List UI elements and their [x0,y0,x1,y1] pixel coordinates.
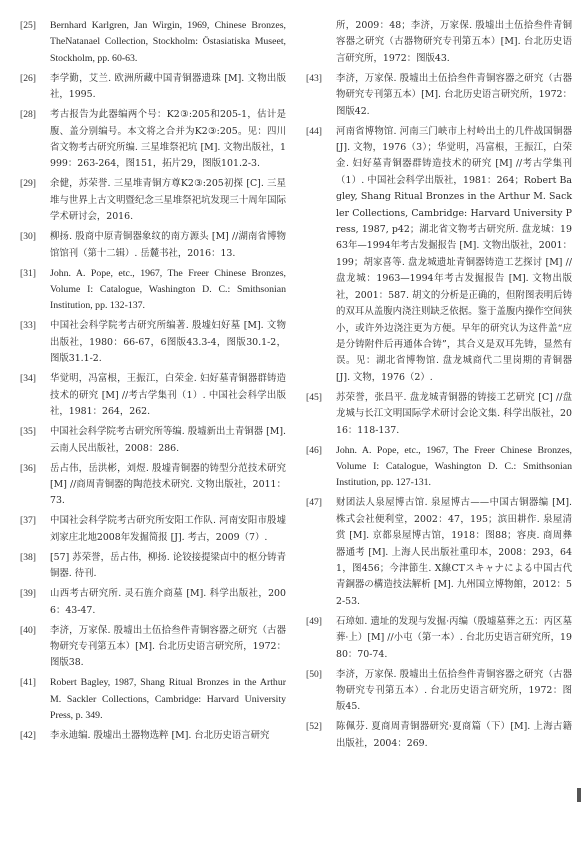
page-edge-mark [577,788,581,802]
reference-entry [306,124,572,387]
reference-entry [20,461,286,510]
reference-number: [37] [20,515,36,527]
reference-text: Robert Bagley, 1987, Shang Ritual Bronzes in the Arthur M. Sackler Collections, Cambridge: Harvard University Press, p. 349. [50,677,286,722]
reference-entry [20,176,286,225]
reference-number: [39] [20,588,36,600]
reference-text: Bernhard Karlgren, Jan Wirgin, 1969, Chinese Bronzes, TheNatanael Collection, Stockholm: Östasiatiska Museet, Stockholm, pp. 60-63. [50,20,286,64]
left-reference-column [20,18,286,748]
reference-text: 李永迪编. 殷墟出土器物选粹 [M]. 台北历史语言研究 [50,730,270,742]
reference-entry [20,728,286,744]
reference-entry [20,623,286,672]
reference-text: 柳扬. 殷商中原青铜器象纹的南方源头 [M] //湖南省博物馆馆刊（第十二辑）. 岳麓书社，2016：13. [50,231,286,259]
reference-number: [46] [306,444,322,456]
reference-entry [20,18,286,67]
right-reference-column [306,18,572,756]
reference-number: [25] [20,20,36,31]
reference-number: [31] [20,267,36,279]
reference-text: 中国社会科学院考古研究所安阳工作队. 河南安阳市殷墟刘家庄北地2008年发掘简报 [J]. 考古，2009（7）. [50,515,286,543]
reference-number: [49] [306,615,322,627]
reference-number: [52] [306,721,322,733]
reference-number: [36] [20,462,36,474]
reference-number: [33] [20,320,36,332]
reference-text: 李学勤，艾兰. 欧洲所藏中国青铜器遗珠 [M]. 文物出版社，1995. [50,72,286,101]
reference-entry [20,371,286,420]
reference-entry [20,550,286,583]
reference-text: 河南省博物馆. 河南三门峡市上村岭出土的几件战国铜器 [J]. 文物，1976（3）；华觉明，冯富根，王振江，白荣金. 妇好墓青铜器群铸造技术的研究 [M] //考古学集刊（1）. 中国社会科学出版社，1981：264；Robert Bagley, Shang Ritual Bronzes in the Arthur M. Sackler Collections, Cambridge: Harvard University Press, 1987, p42；湖北省文物考古研究所. 盘龙城：1963年—1994年考古发掘报告 [M]. 文物出版社，2001：199；胡家喜等. 盘龙城遗址青铜器铸造工艺探讨 [M] //盘龙城：1963—1994年考古发掘报告 [M]. 文物出版社，2001：587. 胡文的分析是正确的，但附图表明后铸的双耳从盖腹内浇注则缺乏依据。鉴于盖腹内操作空间狭小，或许外边浇注更为方便。早年的研究认为这件盖“应是分铸附件后再通体合铸”，其合义是双耳先铸，显然有误。见：湖北省博物馆. 盘龙城商代二里岗期的青铜器 [J]. 文物，1976（2）. [336,125,572,383]
reference-text: 石璋如. 遗址的发现与发掘·丙编（殷墟墓葬之五：丙区墓葬·上）[M] //小屯（第一本）. 台北历史语言研究所，1980：70-74. [336,615,572,660]
reference-text: 考古报告为此器编两个号：K2③:205和205-1，估计是腹、盖分别编号。本文将之合并为K2③:205。见：四川省文物考古研究所编. 三星堆祭祀坑 [M]. 文物出版社，1999：263-264，图151，拓片29，图版101.2-3. [50,109,286,170]
reference-text: 李济，万家保. 殷墟出土伍拾叁件青铜容器之研究（古器物研究专刊第五本）[M]. 台北历史语言研究所，1972：图版42. [336,72,572,117]
reference-text: 中国社会科学院考古研究所编著. 殷墟妇好墓 [M]. 文物出版社，1980：66-67，6图版43.3-4，图版30.1-2，图版31.1-2. [50,320,286,365]
reference-continuation [306,18,572,67]
reference-number: [28] [20,109,36,121]
reference-text: 中国社会科学院考古研究所等编. 殷墟新出土青铜器 [M]. 云南人民出版社，2008：286. [50,426,286,454]
reference-entry [20,586,286,619]
reference-text: 华觉明，冯富根，王振江，白荣金. 妇好墓青铜器群铸造技术的研究 [M] //考古学集刊（1）. 中国社会科学出版社，1981：264，262. [50,373,286,418]
reference-number: [34] [20,373,36,385]
reference-number: [45] [306,391,322,403]
reference-entry [20,424,286,457]
reference-entry [20,513,286,546]
reference-text: 李济，万家保. 殷墟出土伍拾叁件青铜容器之研究（古器物研究专刊第五本）. 台北历史语言研究所，1972：图版45. [336,668,572,713]
reference-entry [306,719,572,752]
reference-number: [29] [20,178,36,190]
reference-entry [20,318,286,367]
reference-entry [20,71,286,104]
reference-entry [20,675,286,724]
reference-entry [20,107,286,173]
reference-text: 陈佩芬. 夏商周青铜器研究·夏商篇（下）[M]. 上海古籍出版社，2004：269. [336,721,572,749]
reference-number: [40] [20,624,36,636]
reference-text: 李济，万家保. 殷墟出土伍拾叁件青铜容器之研究（古器物研究专刊第五本）[M]. 台北历史语言研究所，1972：图版38. [50,624,286,669]
reference-number: [38] [20,551,36,563]
reference-entry [306,614,572,663]
reference-number: [44] [306,125,322,137]
reference-text: 余健，苏荣誉. 三星堆青铜方尊K2③:205初探 [C]. 三星堆与世界上古文明暨纪念三星堆祭祀坑发现三十周年国际学术研讨会，2016. [50,178,286,223]
reference-number: [43] [306,72,322,84]
reference-number: [41] [20,677,36,689]
reference-number: [26] [20,72,36,84]
reference-number: [30] [20,231,36,243]
reference-entry [306,443,572,492]
reference-text: 财团法人泉屋博古馆. 泉屋博古——中国古铜器编 [M]. 株式会社便利堂，2002：47，195；滨田耕作. 泉屋清赏 [M]. 京都泉屋博古馆，1918：图88；容庚. 商周彝器通考 [M]. 上海人民出版社重印本，2008：293，641，图456；今津節生. X線CTスキャナによる中国古代青銅器の構造技法解析 [M]. 九州国立博物館，2012：52-53. [336,497,572,607]
reference-number: [47] [306,497,322,509]
reference-text: John. A. Pope, etc., 1967, The Freer Chinese Bronzes, Volume I: Catalogue, Washington D. C.: Smithsonian Institution, pp. 132-137. [50,267,286,312]
reference-entry [306,390,572,439]
reference-entry [20,229,286,262]
reference-entry [20,266,286,315]
reference-entry [306,495,572,610]
reference-text: 山西考古研究所. 灵石旌介商墓 [M]. 科学出版社，2006：43-47. [50,588,286,616]
reference-number: [50] [306,668,322,680]
reference-text: [57] 苏荣誉，岳占伟，柳扬. 论铰接提梁卣中的枢分铸青铜器. 待刊. [50,551,286,580]
reference-text: 所，2009：48；李济，万家保. 殷墟出土伍拾叁件青铜容器之研究（古器物研究专刊第五本）[M]. 台北历史语言研究所，1972：图版43. [336,20,572,64]
reference-entry [306,71,572,120]
reference-number: [35] [20,426,36,438]
reference-text: 苏荣誉，张昌平. 盘龙城青铜器的铸接工艺研究 [C] //盘龙城与长江文明国际学术研讨会论文集. 科学出版社，2016：118-137. [336,391,572,436]
reference-number: [42] [20,730,36,742]
reference-text: 岳占伟，岳洪彬，刘煜. 殷墟青铜器的铸型分范技术研究 [M] //商周青铜器的陶范技术研究. 文物出版社，2011：73. [50,462,286,507]
reference-text: John. A. Pope, etc., 1967, The Freer Chinese Bronzes, Volume I: Catalogue, Washington D. C.: Smithsonian Institution, pp. 127-131. [336,444,572,489]
reference-entry [306,667,572,716]
